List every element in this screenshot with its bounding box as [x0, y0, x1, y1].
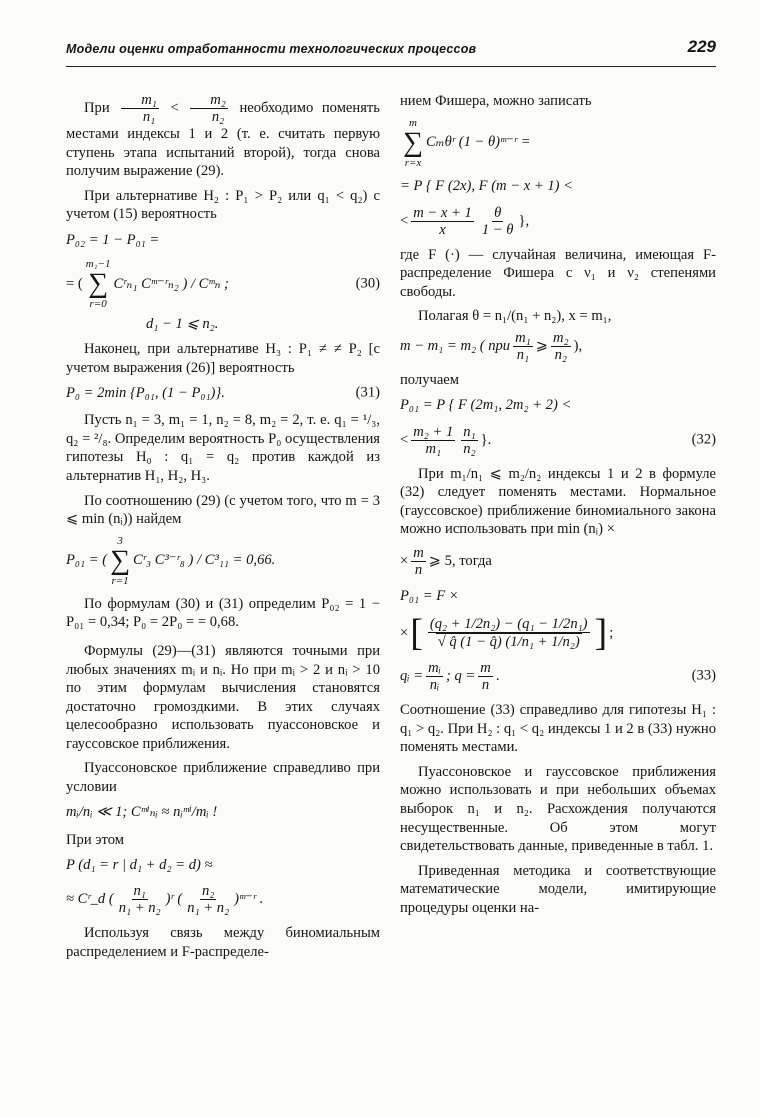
numerator: m₂ + 1 — [413, 423, 454, 440]
fraction — [478, 660, 493, 693]
fraction — [426, 660, 443, 693]
formula-text: ⩾ 5, тогда — [428, 553, 492, 570]
formula-text: ), — [573, 338, 583, 355]
summation-sign — [86, 258, 111, 310]
denominator: n₁ + n₂ — [187, 900, 230, 917]
fraction — [117, 883, 163, 916]
page-header — [66, 38, 716, 67]
text-run: необходимо поменять местами индексы 1 и 2 (т. е. считать первую ступень этапа испытаний второй), тогда снова получим выражение (29). — [66, 99, 380, 180]
paragraph: При m₁/n₁ ⩽ m₂/n₂ индексы 1 и 2 в формуле (32) следует поменять местами. Нормальное (гауссовское) приближение биномиального закона можно использовать при min (nᵢ) × — [400, 465, 716, 538]
paragraph: Формулы (29)—(31) являются точными при любых значениях mᵢ и nᵢ. Но при mᵢ > 2 и nᵢ > 10 по этим формулам вычисления становятся достаточно громоздкими. В этих случаях целесообразно использовать пуассоновское и гауссовское приближения. — [66, 642, 380, 752]
sum-lower-limit: r=0 — [89, 297, 107, 310]
numerator: m — [413, 544, 424, 561]
denominator: x — [439, 221, 446, 238]
numerator: m − x + 1 — [413, 204, 472, 221]
left-column — [66, 92, 380, 967]
numerator: m — [480, 659, 491, 676]
formula-text: ; q = — [445, 668, 476, 685]
formula-text: ; — [609, 624, 614, 641]
summation-sign — [403, 117, 423, 169]
formula-text: Cʳ₃ C³⁻ʳ₈ ) / C³₁₁ = 0,66. — [133, 552, 276, 569]
numerator: θ — [494, 204, 502, 221]
operator: < — [400, 212, 409, 229]
formula-30 — [66, 258, 380, 310]
formula-text: . — [495, 668, 500, 685]
sum-symbol: ∑ — [403, 126, 423, 158]
denominator: nᵢ — [429, 676, 440, 693]
numerator: m₂ — [552, 329, 569, 346]
fraction — [411, 205, 474, 238]
formula-text: = ( — [66, 275, 83, 292]
formula-text: P₀₁ = ( — [66, 552, 108, 569]
numerator: m₂ — [190, 92, 228, 109]
formula-text: mᵢ/nᵢ ≪ 1; Cᵐⁱₙᵢ ≈ nᵢᵐⁱ/mᵢ ! — [66, 804, 218, 821]
paragraph: Используя связь между биномиальным распределением и F-распределе- — [66, 925, 380, 960]
formula-text: m − m₁ = m₂ ( при — [400, 338, 511, 355]
formula-31 — [66, 383, 380, 403]
fraction — [185, 883, 231, 916]
formula-text: ≈ Cʳ_d ( — [66, 891, 114, 908]
formula-text: }, — [518, 212, 530, 229]
bracket-left: [ — [410, 611, 423, 654]
paragraph: получаем — [400, 371, 460, 388]
fraction — [428, 616, 590, 650]
formula-text: P (d₁ = r | d₁ + d₂ = d) ≈ — [66, 856, 213, 873]
denominator: 1 − θ — [481, 221, 514, 238]
fraction — [411, 424, 455, 457]
denominator: √ q̂ (1 − q̂) (1/n₁ + 1/n₂) — [437, 633, 580, 650]
paragraph: Наконец, при альтернативе H₃ : P₁ ≠ ≠ P₂ [с учетом выражения (26)] вероятность — [66, 340, 380, 376]
operator: ⩾ — [535, 338, 548, 355]
formula-text: qᵢ = — [400, 668, 424, 685]
numerator: m₁ — [515, 329, 531, 346]
formula-text: = P { F (2x), F (m − x + 1) < — [400, 178, 574, 195]
fraction — [480, 205, 516, 238]
formula-line — [66, 230, 380, 250]
sum-upper-limit: m — [409, 116, 417, 129]
formula-text: P₀₁ = F × — [400, 587, 459, 604]
formula-line — [66, 314, 380, 334]
equation-number: (30) — [355, 275, 380, 292]
fraction — [121, 92, 159, 125]
formula-text: }. — [480, 431, 492, 448]
denominator: n₂ — [554, 346, 567, 363]
paragraph: где F (·) — случайная величина, имеющая F-распределение Фишера с ν₁ и ν₂ степенями свободы. — [400, 246, 716, 300]
numerator: (q₂ + 1/2n₂) − (q₁ − 1/2n₁) — [429, 615, 588, 632]
formula-line — [66, 803, 380, 823]
operator: < — [400, 431, 409, 448]
paragraph — [66, 92, 380, 181]
denominator: n — [481, 676, 490, 693]
denominator: n₁ + n₂ — [118, 900, 161, 917]
numerator: n₁ — [133, 883, 146, 900]
sum-lower-limit: r=x — [404, 156, 422, 169]
formula-text: P₀₂ = 1 − P₀₁ = — [66, 231, 160, 248]
sum-symbol: ∑ — [110, 544, 131, 576]
paragraph: При альтернативе H₂ : P₁ > P₂ или q₁ < q₂) с учетом (15) вероятность — [66, 187, 380, 223]
denominator: n — [414, 561, 423, 578]
formula-fisher — [400, 205, 716, 238]
paragraph: При этом — [66, 831, 124, 848]
sum-lower-limit: r=1 — [111, 574, 129, 587]
bracket-right: ] — [594, 611, 608, 654]
sum-symbol: ∑ — [88, 267, 109, 299]
fraction — [411, 545, 426, 578]
formula-line — [400, 177, 716, 197]
paragraph: По формулам (30) и (31) определим P₀₂ = 1 − P₀₁ = 0,34; P₀ = 2P₀ = = 0,68. — [66, 595, 380, 631]
formula-condition — [400, 330, 716, 363]
formula-text: P₀ = 2min {P₀₁, (1 − P₀₁)}. — [66, 384, 225, 401]
paragraph: нием Фишера, можно записать — [400, 93, 592, 109]
paragraph: По соотношению (29) (с учетом того, что m = 3 ⩽ min (nᵢ)) найдем — [66, 492, 380, 528]
paragraph: Соотношение (33) справедливо для гипотезы H₁ : q₁ > q₂. При H₂ : q₁ < q₂ индексы 1 и 2 в (33) нужно поменять местами. — [400, 701, 716, 756]
formula-33 — [400, 660, 716, 693]
equation-number: (32) — [691, 431, 716, 448]
numerator: m₁ — [121, 92, 159, 109]
formula-line — [66, 855, 380, 875]
summation-sign — [110, 535, 130, 587]
denominator: n₁ — [142, 109, 156, 125]
formula-example — [66, 535, 380, 587]
numerator: mᵢ — [428, 659, 441, 676]
formula-line — [400, 545, 716, 578]
sum-upper-limit: m₁−1 — [85, 257, 111, 270]
formula-33-main — [400, 611, 716, 654]
formula-text: )ʳ ( — [165, 891, 183, 908]
formula-poisson — [66, 883, 380, 916]
paragraph: Полагая θ = n₁/(n₁ + n₂), x = m₁, — [418, 308, 612, 325]
paragraph: Пуассоновское приближение справедливо при условии — [66, 760, 380, 796]
text-run: При — [84, 99, 110, 116]
paragraph: Пусть n₁ = 3, m₁ = 1, n₂ = 8, m₂ = 2, т. е. q₁ = ¹/₃, q₂ = ²/₈. Определим вероятность P₀ осуществления гипотезы H₀ : q₁ = q₂ против каждой из альтернатив H₁, H₂, H₃. — [66, 412, 380, 484]
denominator: n₂ — [463, 440, 476, 457]
denominator: n₁ — [516, 346, 530, 363]
formula-text: )ᵐ⁻ʳ . — [234, 891, 264, 908]
paragraph: Приведенная методика и соответствующие математические модели, имитирующие процедуры оценки на- — [400, 862, 716, 916]
paragraph: Пуассоновское и гауссовское приближения можно использовать и при небольших объемах выборок n₁ и n₂. Расхождения получаются несущественные. Об этом могут свидетельствовать данные, приведенные в табл. 1. — [400, 763, 716, 855]
running-title: Модели оценки отработанности технологических процессов — [66, 42, 477, 56]
fraction — [551, 330, 571, 363]
sum-upper-limit: 3 — [117, 534, 123, 547]
formula-line — [400, 586, 716, 606]
page-number: 229 — [687, 37, 716, 56]
formula-32 — [400, 424, 716, 457]
numerator: n₂ — [202, 883, 215, 900]
operator: × — [400, 553, 409, 570]
fraction — [190, 92, 228, 125]
formula-text: Cʳₙ₁ Cᵐ⁻ʳₙ₂ ) / Cᵐₙ ; — [113, 275, 229, 292]
equation-number: (31) — [355, 384, 380, 401]
formula-line — [400, 396, 716, 416]
operator: < — [170, 99, 179, 116]
formula-text: Cₘθʳ (1 − θ)ᵐ⁻ʳ = — [425, 134, 531, 151]
right-column — [400, 92, 716, 923]
formula-text: P₀₁ = P { F (2m₁, 2m₂ + 2) < — [400, 397, 572, 414]
formula-text: d₁ − 1 ⩽ n₂. — [146, 315, 219, 332]
denominator: m₁ — [425, 440, 442, 457]
operator: × — [400, 624, 409, 641]
equation-number: (33) — [691, 668, 716, 685]
denominator: n₂ — [211, 109, 225, 125]
fraction — [513, 330, 533, 363]
fraction — [461, 424, 477, 457]
formula-sum — [400, 117, 716, 169]
numerator: n₁ — [463, 423, 476, 440]
